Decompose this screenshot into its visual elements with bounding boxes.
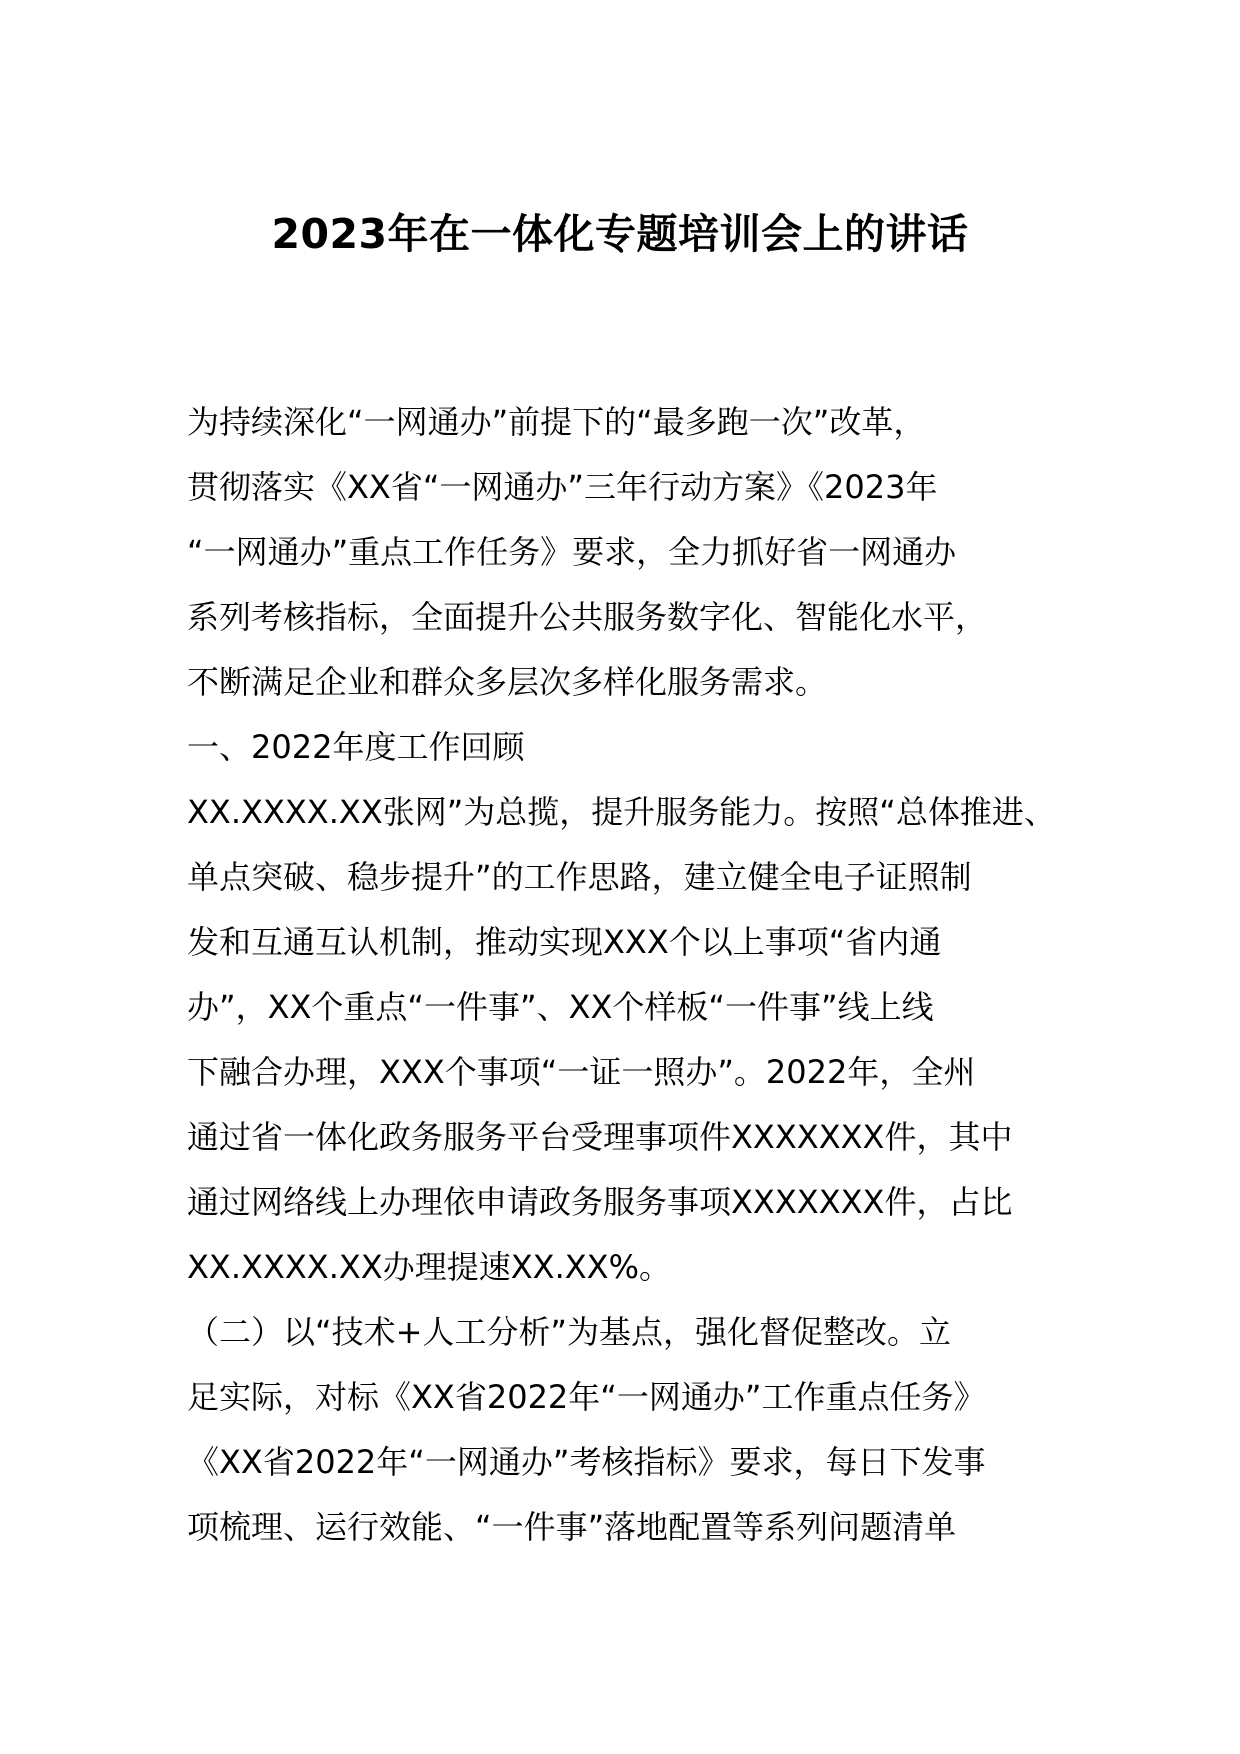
document-body bbox=[187, 390, 1087, 1560]
body-line: 贯彻落实《XX省“一网通办”三年行动方案》《2023年 bbox=[187, 468, 938, 506]
body-line: 《XX省2022年“一网通办”考核指标》要求，每日下发事 bbox=[187, 1443, 986, 1481]
body-line: 足实际，对标《XX省2022年“一网通办”工作重点任务》 bbox=[187, 1378, 986, 1416]
body-line: 项梳理、运行效能、“一件事”落地配置等系列问题清单 bbox=[187, 1508, 957, 1546]
body-line: 通过省一体化政务服务平台受理事项件XXXXXXX件，其中 bbox=[187, 1118, 1013, 1156]
body-line: 下融合办理，XXX个事项“一证一照办”。2022年，全州 bbox=[187, 1053, 976, 1091]
document-title: 2023年在一体化专题培训会上的讲话 bbox=[271, 210, 969, 258]
section-heading: 一、2022年度工作回顾 bbox=[187, 728, 525, 766]
body-line: 发和互通互认机制，推动实现XXX个以上事项“省内通 bbox=[187, 923, 942, 961]
body-line: 办”，XX个重点“一件事”、XX个样板“一件事”线上线 bbox=[187, 988, 934, 1026]
body-line: 单点突破、稳步提升”的工作思路，建立健全电子证照制 bbox=[187, 858, 972, 896]
body-line: 系列考核指标，全面提升公共服务数字化、智能化水平， bbox=[187, 598, 988, 636]
body-line: 不断满足企业和群众多层次多样化服务需求。 bbox=[187, 663, 828, 701]
subsection-line: （二）以“技术+人工分析”为基点，强化督促整改。立 bbox=[187, 1313, 951, 1351]
body-line: 通过网络线上办理依申请政务服务事项XXXXXXX件，占比 bbox=[187, 1183, 1013, 1221]
body-line: XX.XXXX.XX张网”为总揽，提升服务能力。按照“总体推进、 bbox=[187, 793, 1056, 831]
body-line: 为持续深化“一网通办”前提下的“最多跑一次”改革， bbox=[187, 403, 926, 441]
body-line: “一网通办”重点工作任务》要求，全力抓好省一网通办 bbox=[187, 533, 957, 571]
body-line: XX.XXXX.XX办理提速XX.XX%。 bbox=[187, 1248, 671, 1286]
